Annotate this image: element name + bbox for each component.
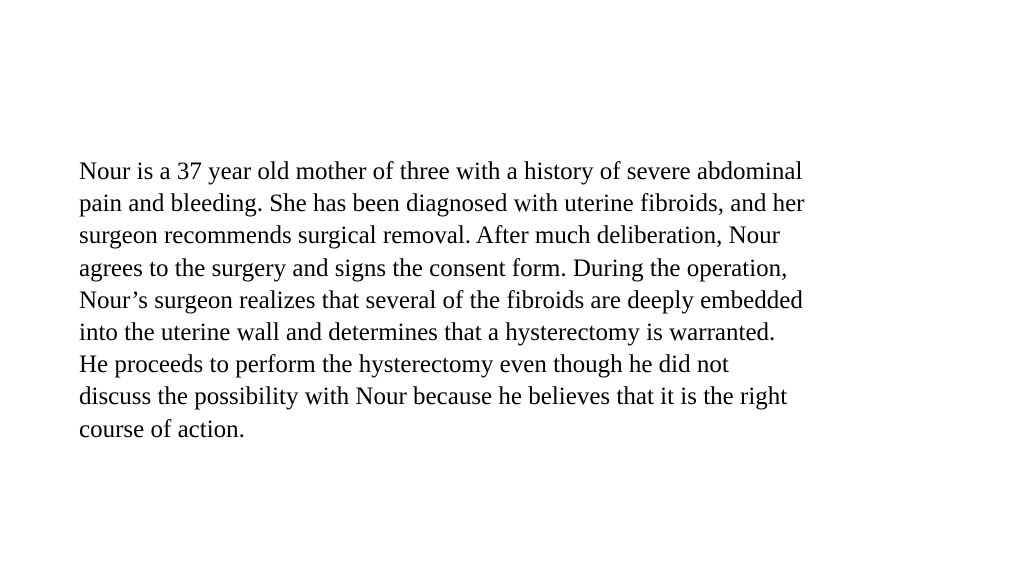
paragraph-line: Nour is a 37 year old mother of three with a history of severe abdominal: [79, 158, 803, 185]
paragraph-line: course of action.: [79, 415, 245, 443]
paragraph-line: agrees to the surgery and signs the consent form. During the operation,: [79, 254, 788, 282]
paragraph-line: discuss the possibility with Nour because he believes that it is the right: [79, 383, 788, 411]
paragraph-line: into the uterine wall and determines that a hysterectomy is warranted.: [79, 319, 776, 347]
paragraph-line: surgeon recommends surgical removal. After much deliberation, Nour: [79, 222, 780, 250]
case-study-paragraph: [79, 156, 979, 446]
paragraph-line: He proceeds to perform the hysterectomy even though he did not: [79, 351, 729, 379]
paragraph-line: pain and bleeding. She has been diagnosed with uterine fibroids, and her: [79, 190, 805, 218]
paragraph-line: Nour’s surgeon realizes that several of the fibroids are deeply embedded: [79, 286, 803, 314]
